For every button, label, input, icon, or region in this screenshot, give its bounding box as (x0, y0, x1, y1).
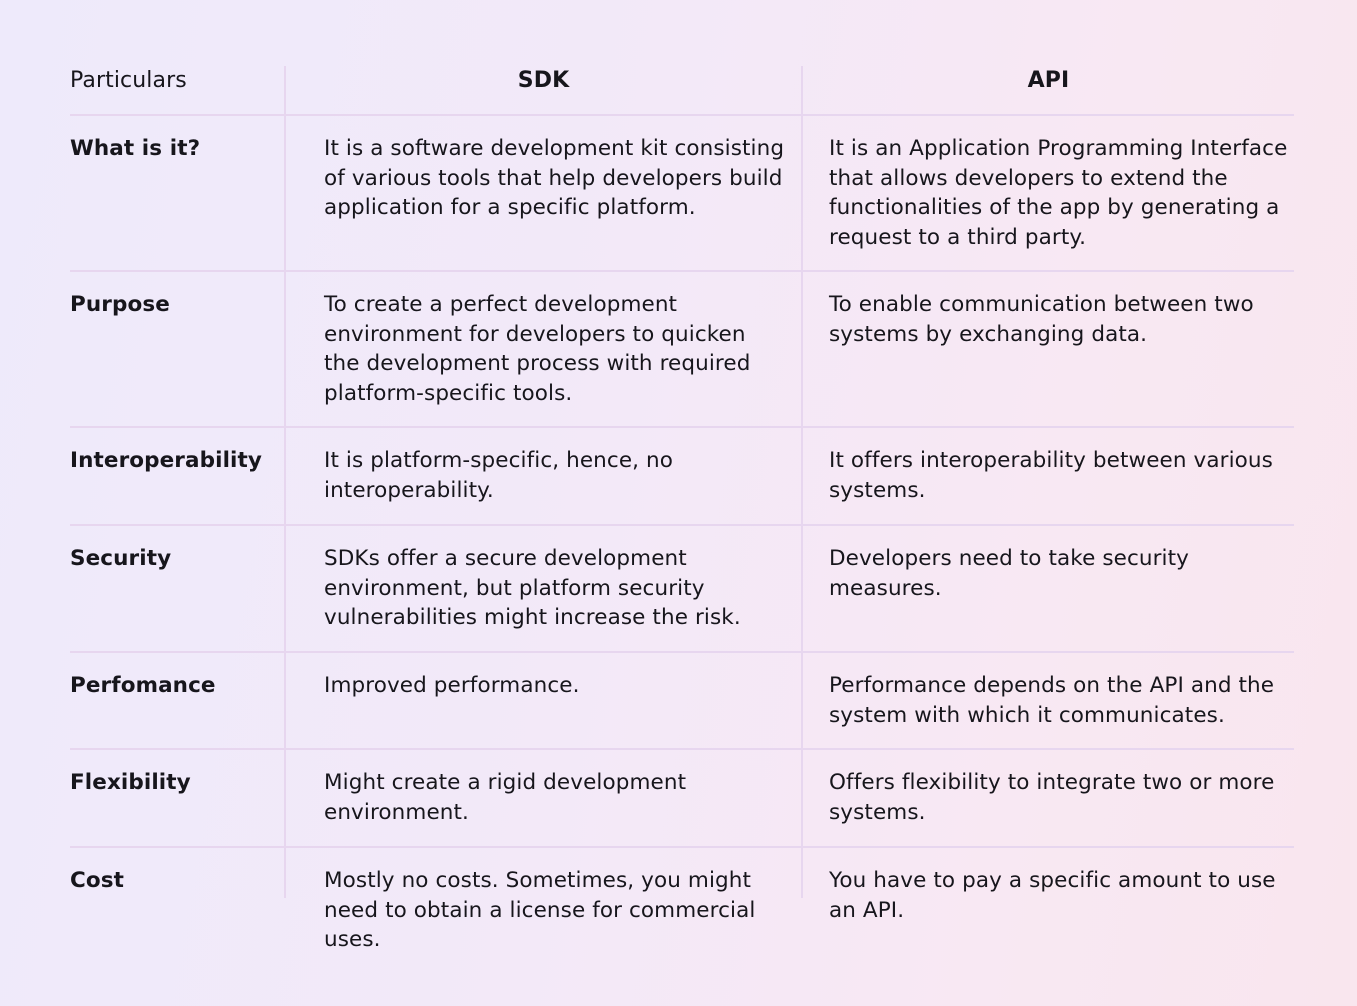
sdk-cell: Mostly no costs. Sometimes, you might need to obtain a license for commercial uses. (324, 868, 756, 952)
row-label: Flexibility (70, 750, 286, 846)
sdk-cell: SDKs offer a secure development environment, but platform security vulnerabilities might increase the risk. (286, 526, 803, 651)
api-cell: Offers flexibility to integrate two or more systems. (829, 770, 1275, 825)
table-row-purpose (70, 272, 1294, 428)
comparison-table (70, 66, 1294, 958)
table-row-performance (70, 653, 1294, 750)
api-cell: Developers need to take security measures. (829, 546, 1189, 601)
row-label: Cost (70, 868, 125, 893)
row-label: Interoperability (70, 428, 286, 524)
row-label: What is it? (70, 116, 286, 270)
table-row-cost (70, 848, 1294, 958)
api-cell: To enable communication between two systems by exchanging data. (829, 292, 1254, 347)
api-cell: It is an Application Programming Interface that allows developers to extend the functionalities of the app by generating a request to a third party. (829, 136, 1288, 250)
table-row-interoperability (70, 428, 1294, 526)
row-label: Perfomance (70, 653, 286, 748)
sdk-cell: Improved performance. (286, 653, 803, 748)
header-particulars: Particulars (70, 66, 286, 114)
sdk-cell: Might create a rigid development environment. (286, 750, 803, 846)
row-label: Security (70, 526, 286, 651)
column-divider (801, 848, 803, 898)
api-cell: You have to pay a specific amount to use an API. (829, 868, 1276, 923)
table-header-row (70, 66, 1294, 116)
header-sdk: SDK (286, 66, 803, 114)
sdk-cell: It is platform-specific, hence, no interoperability. (286, 428, 803, 524)
table-row-security (70, 526, 1294, 653)
row-label: Purpose (70, 272, 286, 426)
sdk-cell: To create a perfect development environment for developers to quicken the development process with required platform-specific tools. (286, 272, 803, 426)
sdk-cell: It is a software development kit consisting of various tools that help developers build application for a specific platform. (286, 116, 803, 270)
column-divider (284, 848, 286, 898)
api-cell: It offers interoperability between various systems. (829, 448, 1273, 503)
table-row-what-is-it (70, 116, 1294, 272)
table-row-flexibility (70, 750, 1294, 848)
header-api: API (1027, 68, 1070, 93)
api-cell: Performance depends on the API and the system with which it communicates. (829, 673, 1275, 728)
